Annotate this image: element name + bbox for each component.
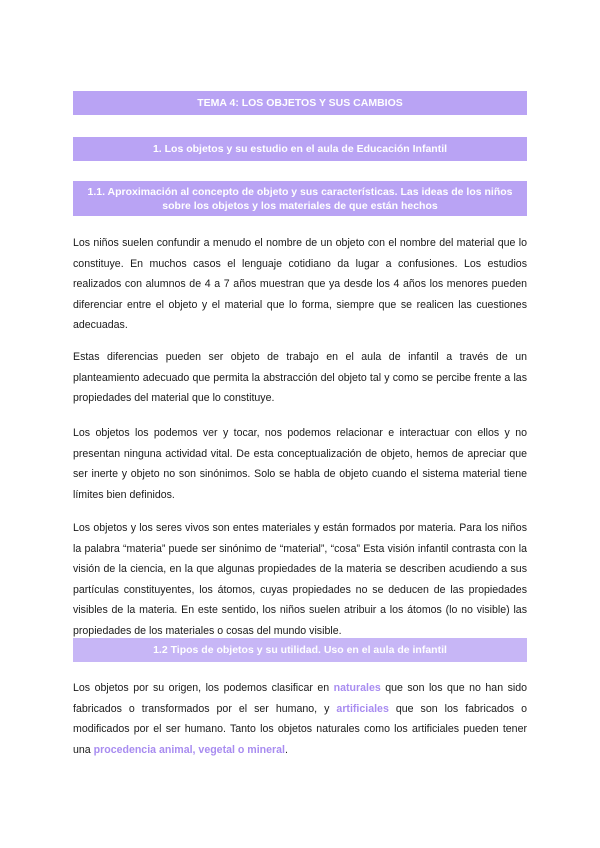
highlight-procedencia: procedencia animal, vegetal o mineral	[93, 743, 285, 756]
paragraph-4: Los objetos y los seres vivos son entes materiales y están formados por materia. Para los niños la palabra “materia” puede ser sinónimo de “material”, “cosa” Esta visión infantil contrasta con la visión de la ciencia, en la que algunas propiedades de la materia se describen acudiendo a sus partículas constituyentes, los átomos, cuyas propiedades no se deducen de las propiedades visibles de la materia. En este sentido, los niños suelen atribuir a los átomos (lo no visible) las propiedades de los materiales o cosas del mundo visible.	[73, 522, 527, 637]
paragraph-1: Los niños suelen confundir a menudo el nombre de un objeto con el nombre del material que lo constituye. En muchos casos el lenguaje cotidiano da lugar a confusiones. Los estudios realizados con alumnos de 4 a 7 años muestran que ya desde los 4 años los menores pueden diferenciar entre el objeto y el material que lo forma, siempre que se realicen las cuestiones adecuadas.	[73, 237, 527, 331]
paragraph-5-text-1: Los objetos por su origen, los podemos clasificar en	[73, 682, 334, 694]
paragraph-2: Estas diferencias pueden ser objeto de trabajo en el aula de infantil a través de un planteamiento adecuado que permita la abstracción del objeto tal y como se percibe frente a las propiedades del material que lo constituye.	[73, 351, 527, 404]
section-1-1-heading: 1.1. Aproximación al concepto de objeto y sus características. Las ideas de los niños sobre los objetos y los materiales de que están hechos	[73, 181, 527, 216]
paragraph-5-text-3: que son los fabricados o modificados por el ser humano. Tanto los objetos naturales como los artificiales pueden tener una	[73, 702, 527, 756]
paragraph-5	[73, 678, 527, 760]
paragraph-5-text-4: .	[284, 743, 288, 756]
section-1-2-heading: 1.2 Tipos de objetos y su utilidad. Uso en el aula de infantil	[73, 638, 527, 662]
highlight-naturales: naturales	[333, 682, 381, 694]
paragraph-5-text-2: que son los que no han sido fabricados o transformados por el ser humano, y	[73, 682, 528, 715]
paragraph-3: Los objetos los podemos ver y tocar, nos podemos relacionar e interactuar con ellos y no presentan ninguna actividad vital. De esta conceptualización de objeto, hemos de apreciar que ser inerte y objeto no son sinónimos. Solo se habla de objeto cuando el sistema material tiene límites bien definidos.	[73, 427, 527, 501]
tema-heading: TEMA 4: LOS OBJETOS Y SUS CAMBIOS	[73, 91, 527, 115]
section-1-heading: 1. Los objetos y su estudio en el aula de Educación Infantil	[73, 137, 527, 161]
highlight-artificiales: artificiales	[336, 702, 389, 715]
